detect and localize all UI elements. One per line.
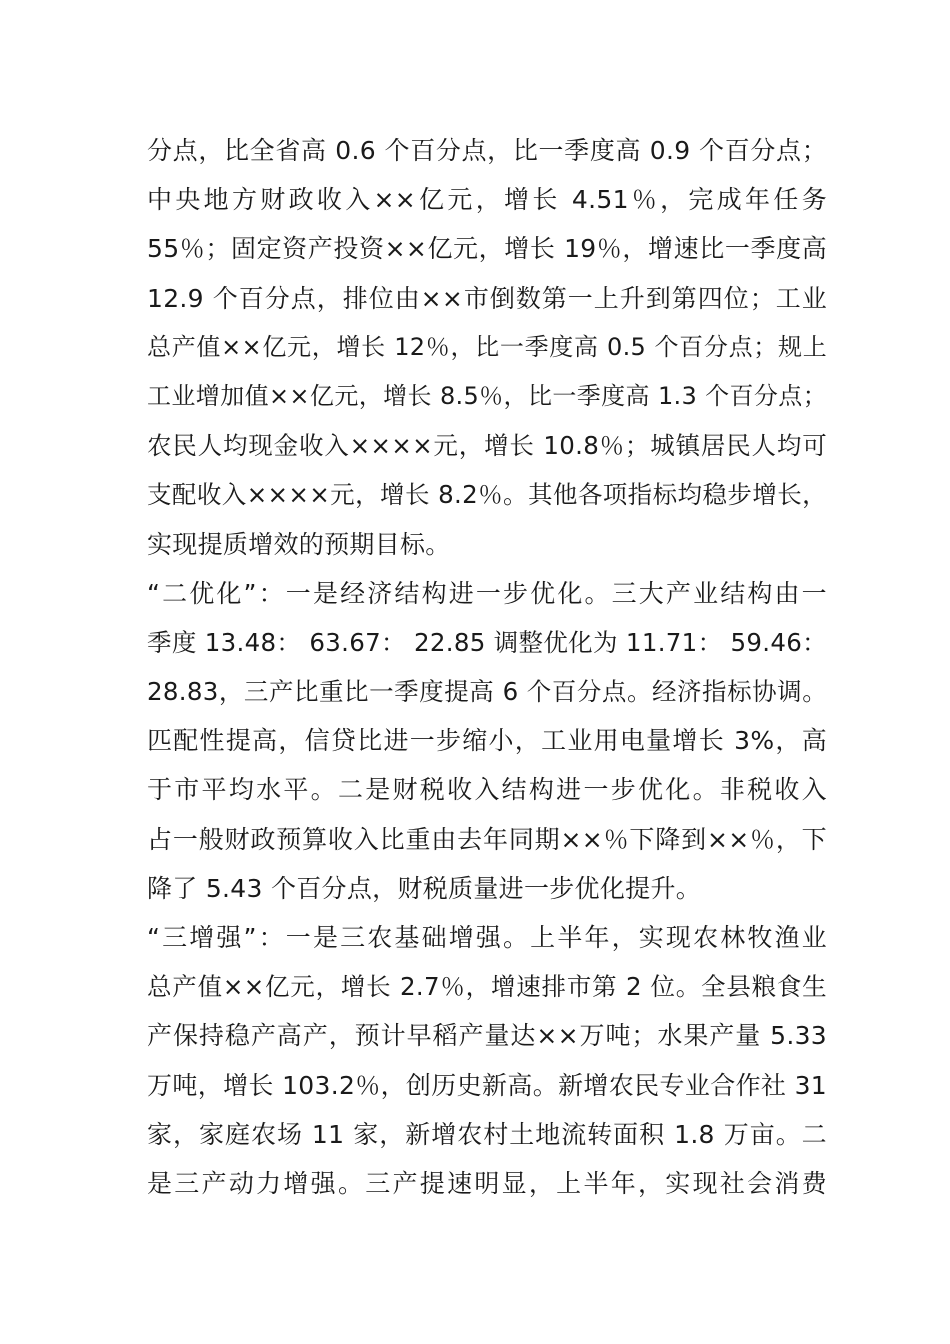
text-line: 总产值××亿元，增长 12％，比一季度高 0.5 个百分点；规上 [147, 332, 827, 361]
text-line: 中央地方财政收入××亿元，增长 4.51％，完成年任务 [147, 185, 827, 215]
text-line: 工业增加值××亿元，增长 8.5％，比一季度高 1.3 个百分点； [147, 381, 827, 410]
text-line: 55％；固定资产投资××亿元，增长 19％，增速比一季度高 [147, 234, 827, 264]
text-line: 季度 13.48： 63.67： 22.85 调整优化为 11.71： 59.46： [147, 627, 827, 657]
text-line: 分点，比全省高 0.6 个百分点，比一季度高 0.9 个百分点； [147, 136, 827, 165]
text-line: “三增强”：一是三农基础增强。上半年，实现农林牧渔业 [147, 923, 827, 952]
text-line: 总产值××亿元，增长 2.7％，增速排市第 2 位。全县粮食生 [147, 972, 827, 1002]
text-line: 实现提质增效的预期目标。 [147, 529, 451, 559]
text-line: 匹配性提高，信贷比进一步缩小，工业用电量增长 3%，高 [147, 726, 827, 756]
text-line: 12.9 个百分点，排位由××市倒数第一上升到第四位；工业 [147, 283, 827, 313]
text-line: 于市平均水平。二是财税收入结构进一步优化。非税收入 [147, 775, 827, 805]
text-line: 支配收入××××元，增长 8.2％。其他各项指标均稳步增长， [147, 480, 827, 510]
text-line: 是三产动力增强。三产提速明显，上半年，实现社会消费 [147, 1168, 827, 1198]
text-line: 降了 5.43 个百分点，财税质量进一步优化提升。 [147, 873, 702, 903]
body-text [147, 126, 827, 1208]
text-line: 家，家庭农场 11 家，新增农村土地流转面积 1.8 万亩。二 [147, 1119, 827, 1149]
text-line: 28.83，三产比重比一季度提高 6 个百分点。经济指标协调。 [147, 677, 827, 707]
text-line: 占一般财政预算收入比重由去年同期××％下降到××％，下 [147, 824, 827, 854]
text-line: “二优化”：一是经济结构进一步优化。三大产业结构由一 [147, 578, 827, 608]
text-line: 产保持稳产高产，预计早稻产量达××万吨；水果产量 5.33 [147, 1021, 827, 1051]
text-line: 农民人均现金收入××××元，增长 10.8％；城镇居民人均可 [147, 431, 827, 461]
text-line: 万吨，增长 103.2％，创历史新高。新增农民专业合作社 31 [147, 1070, 827, 1100]
